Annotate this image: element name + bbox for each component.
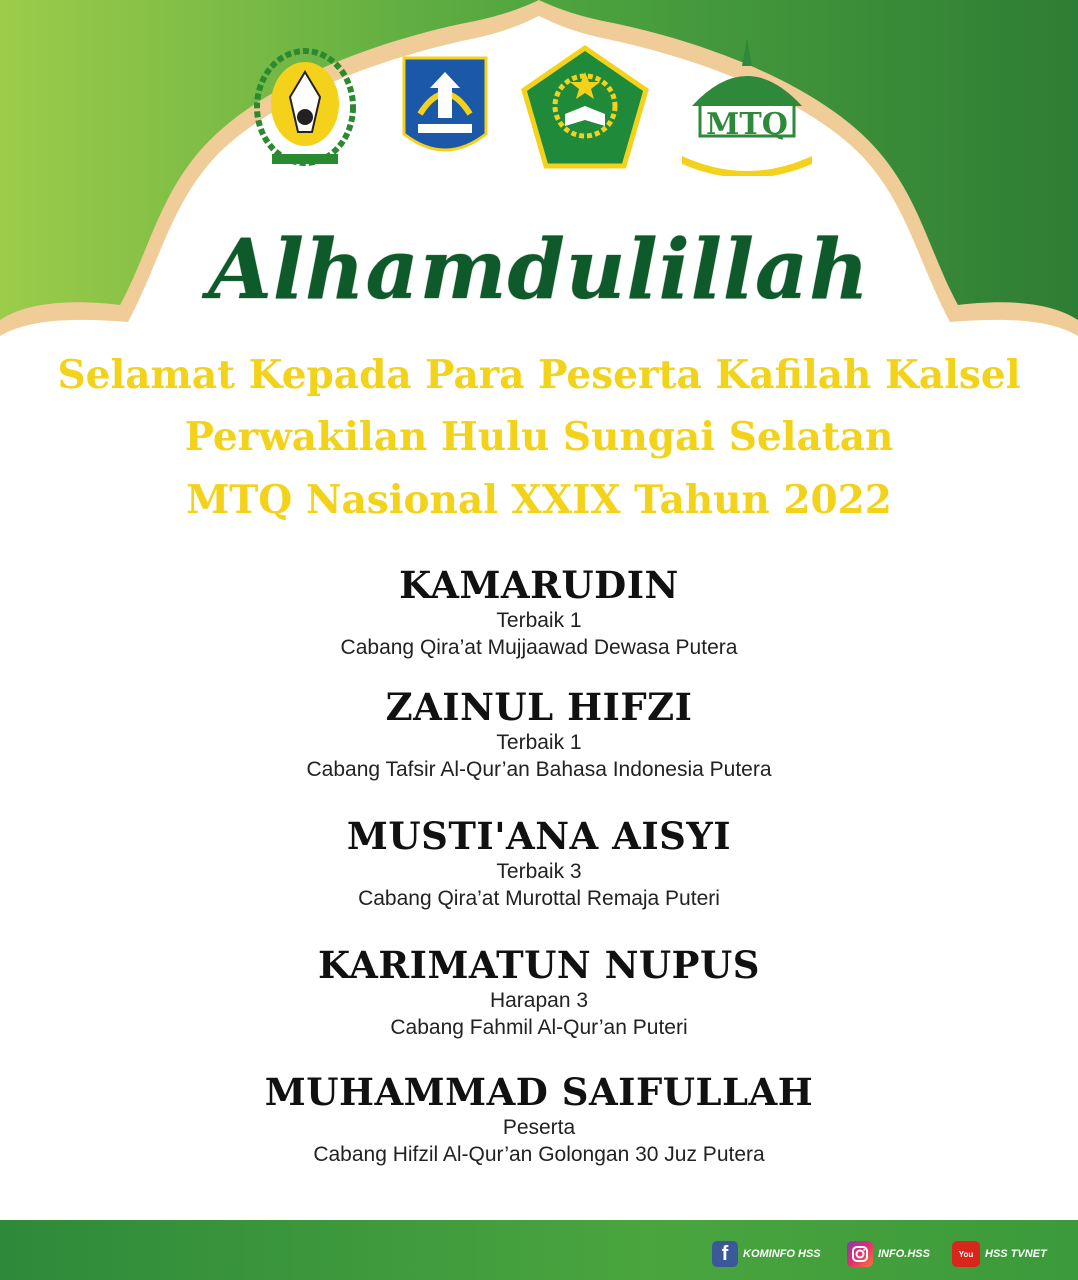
participant-name: MUSTI'ANA AISYI <box>346 814 732 858</box>
subtitle-line-1: Selamat Kepada Para Peserta Kafilah Kalsel <box>57 352 1021 398</box>
participant-name: KAMARUDIN <box>399 563 679 607</box>
participant-branch: Cabang Tafsir Al-Qur’an Bahasa Indonesia Putera <box>306 758 772 781</box>
logo-row <box>240 32 840 182</box>
participant-name: MUHAMMAD SAIFULLAH <box>264 1070 814 1114</box>
subtitle-line-3: MTQ Nasional XXIX Tahun 2022 <box>186 477 892 523</box>
participant-rank: Terbaik 1 <box>496 609 582 632</box>
participant-branch: Cabang Fahmil Al-Qur’an Puteri <box>390 1016 688 1039</box>
subtitle-line-2: Perwakilan Hulu Sungai Selatan <box>184 414 894 460</box>
social-label: KOMINFO HSS <box>743 1248 821 1260</box>
participant-rank: Terbaik 1 <box>496 731 582 754</box>
social-youtube[interactable] <box>952 1240 1047 1268</box>
participant-branch: Cabang Qira’at Murottal Remaja Puteri <box>358 887 720 910</box>
participant-rank: Terbaik 3 <box>496 860 582 883</box>
hss-regency-emblem-icon <box>250 42 360 172</box>
svg-text:MTQ: MTQ <box>706 107 788 142</box>
participant-branch: Cabang Hifzil Al-Qur’an Golongan 30 Juz Putera <box>313 1143 765 1166</box>
instagram-icon <box>847 1241 873 1267</box>
participant-name: KARIMATUN NUPUS <box>318 943 760 987</box>
participant-entry <box>0 685 1078 783</box>
participant-name: ZAINUL HIFZI <box>385 685 693 729</box>
participant-rank: Peserta <box>502 1116 576 1139</box>
social-facebook[interactable] <box>712 1240 821 1268</box>
footer-bar <box>0 1220 1078 1280</box>
social-label: INFO.HSS <box>878 1248 930 1260</box>
page-title: Alhamdulillah <box>208 222 870 318</box>
participant-entry <box>0 1070 1078 1168</box>
participant-entry <box>0 814 1078 912</box>
kemenag-emblem-icon <box>520 44 650 170</box>
social-instagram[interactable] <box>847 1240 930 1268</box>
youtube-icon: You <box>952 1241 980 1267</box>
participant-entry <box>0 943 1078 1041</box>
mtq-nasional-logo-icon <box>672 36 822 176</box>
participant-branch: Cabang Qira’at Mujjaawad Dewasa Putera <box>340 636 738 659</box>
social-label: HSS TVNET <box>985 1248 1047 1260</box>
participant-entry <box>0 563 1078 661</box>
kalsel-province-emblem-icon <box>400 54 490 168</box>
participant-rank: Harapan 3 <box>489 989 589 1012</box>
facebook-icon: f <box>712 1241 738 1267</box>
